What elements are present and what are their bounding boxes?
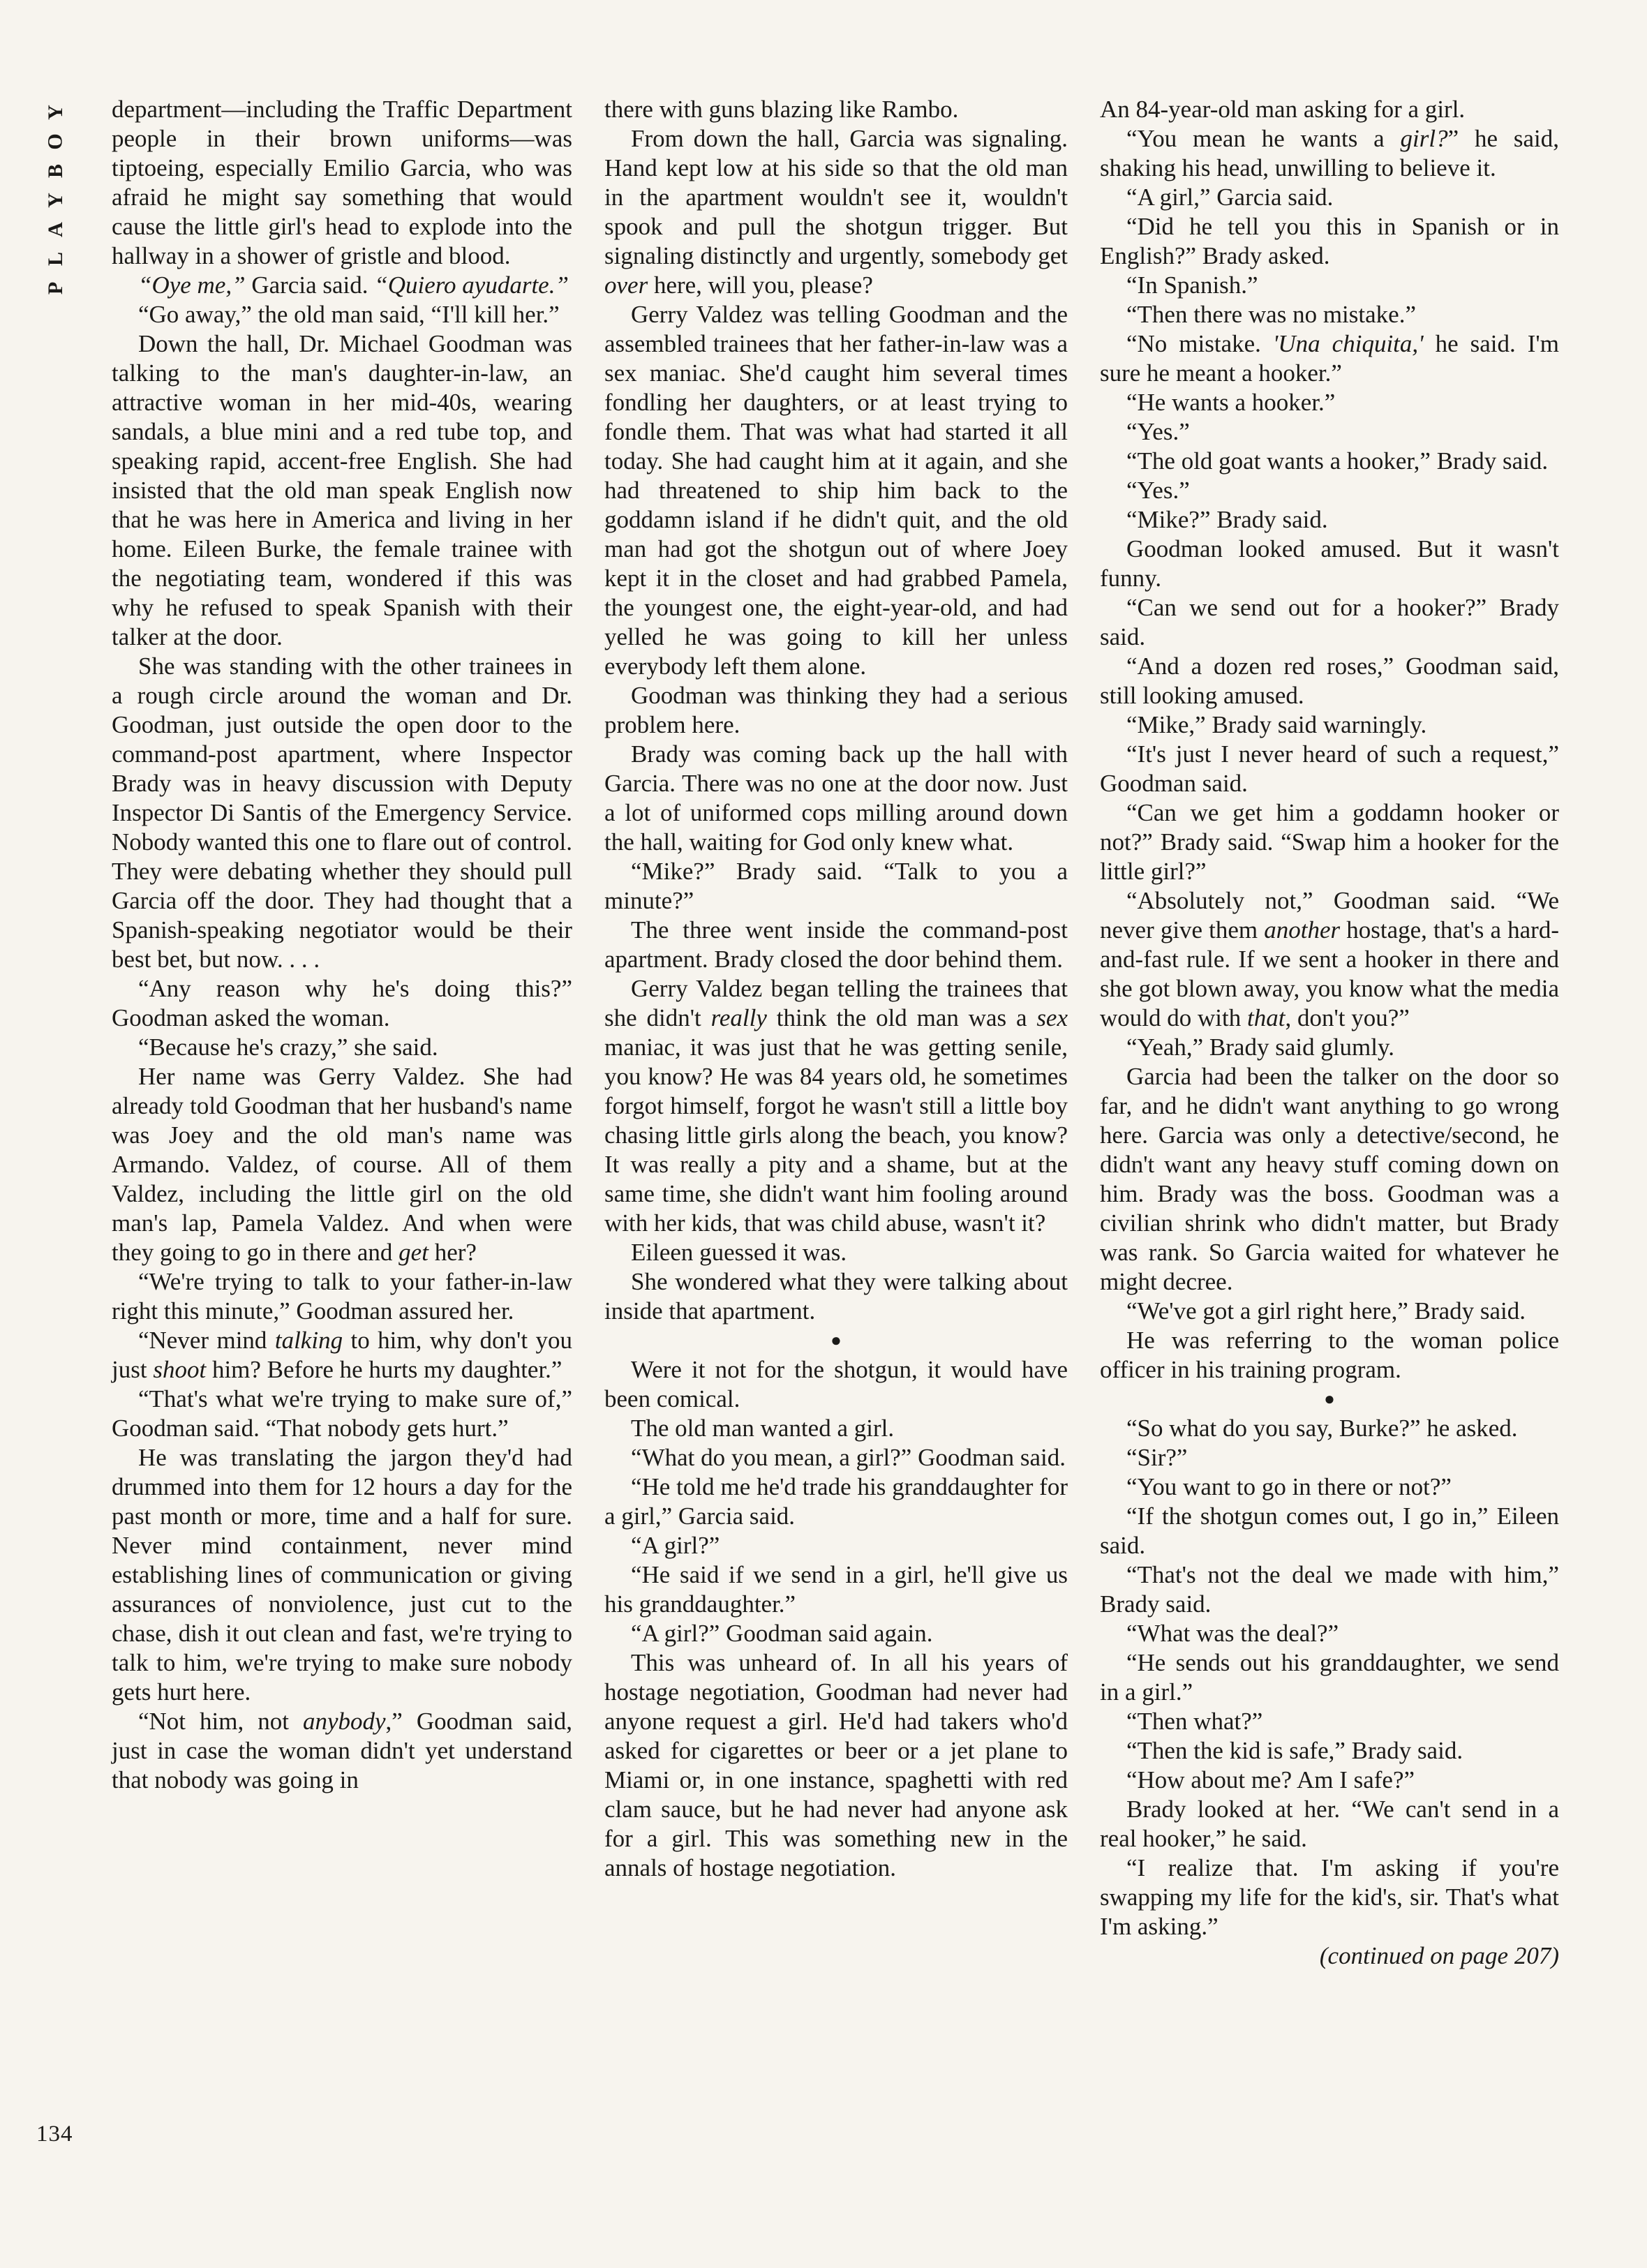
column-3-part-b: [1100, 1414, 1559, 1941]
column-2-part-b: [604, 1355, 1068, 1883]
paragraph: “Because he's crazy,” she said.: [138, 1034, 438, 1061]
paragraph: The old man wanted a girl.: [631, 1415, 895, 1442]
paragraph: “So what do you say, Burke?” he asked.: [1126, 1415, 1518, 1442]
paragraph: “Yeah,” Brady said glumly.: [1126, 1034, 1394, 1061]
paragraph: Were it not for the shotgun, it would have been comical.: [604, 1356, 1068, 1412]
paragraph: “How about me? Am I safe?”: [1126, 1766, 1415, 1793]
paragraph: “Yes.”: [1126, 418, 1190, 445]
paragraph: The three went inside the command-post apartment. Brady closed the door behind them.: [604, 916, 1068, 973]
paragraph: “The old goat wants a hooker,” Brady said.: [1126, 447, 1549, 475]
column-1: [112, 95, 572, 1795]
paragraph: Gerry Valdez was telling Goodman and the assembled trainees that her father-in-law was a sex maniac. She'd caught him several times fondling her daughters, or at least trying to fondle them. That was what had started it all today. She had caught him at it again, and she had threatened to ship him back to the goddamn island if he didn't quit, and the old man had got the shotgun out of where Joey kept it in the closet and had grabbed Pamela, the youngest one, the eight-year-old, and had yelled he was going to kill her unless everybody left them alone.: [604, 301, 1068, 680]
paragraph: there with guns blazing like Rambo.: [604, 96, 959, 123]
paragraph: “Mike?” Brady said. “Talk to you a minute?”: [604, 858, 1068, 914]
paragraph: She wondered what they were talking about inside that apartment.: [604, 1268, 1068, 1325]
paragraph: “It's just I never heard of such a request,” Goodman said.: [1100, 740, 1559, 797]
paragraph: “He wants a hooker.”: [1126, 389, 1336, 416]
paragraph: “Oye me,” Garcia said. “Quiero ayudarte.”: [138, 271, 569, 299]
section-break-bullet: ●: [830, 1330, 842, 1350]
paragraph: “And a dozen red roses,” Goodman said, still looking amused.: [1100, 652, 1559, 709]
paragraph: “Mike?” Brady said.: [1126, 506, 1328, 533]
logo-letter: Y: [43, 105, 67, 120]
paragraph: “If the shotgun comes out, I go in,” Eileen said.: [1100, 1502, 1559, 1559]
paragraph: He was referring to the woman police officer in his training program.: [1100, 1327, 1559, 1383]
paragraph: Her name was Gerry Valdez. She had already told Goodman that her husband's name was Joey and the old man's name was Armando. Valdez, of course. All of them Valdez, including the little girl on the old man's lap, Pamela Valdez. And when were they going to go in there and get her?: [112, 1063, 572, 1266]
paragraph: This was unheard of. In all his years of hostage negotiation, Goodman had never had anyone request a girl. He'd had takers who'd asked for cigarettes or beer or a jet plane to Miami or, in one instance, spaghetti with red clam sauce, but he had never had anyone ask for a girl. This was something new in the annals of hostage negotiation.: [604, 1649, 1068, 1881]
paragraph: “In Spanish.”: [1126, 271, 1258, 299]
paragraph: He was translating the jargon they'd had drummed into them for 12 hours a day for the past month or more, time and a half for sure. Never mind containment, never mind establishing lines of communication or giving assurances of nonviolence, just cut to the chase, dish it out clean and fast, we're trying to talk to him, we're trying to make sure nobody gets hurt here.: [112, 1444, 572, 1706]
section-break-bullet: ●: [1324, 1389, 1335, 1409]
paragraph: “He told me he'd trade his granddaughter for a girl,” Garcia said.: [604, 1473, 1068, 1530]
paragraph: “Can we get him a goddamn hooker or not?” Brady said. “Swap him a hooker for the little girl?”: [1100, 799, 1559, 885]
paragraph: “You want to go in there or not?”: [1126, 1473, 1452, 1500]
paragraph: She was standing with the other trainees in a rough circle around the woman and Dr. Goodman, just outside the open door to the command-post apartment, where Inspector Brady was in heavy discussion with Deputy Inspector Di Santis of the Emergency Service. Nobody wanted this one to flare out of control. They were debating whether they should pull Garcia off the door. They had thought that a Spanish-speaking negotiator would be their best bet, but now. . . .: [112, 652, 572, 973]
magazine-name-vertical: [42, 98, 70, 303]
column-2-part-a: [604, 95, 1068, 1326]
paragraph: “Can we send out for a hooker?” Brady said.: [1100, 594, 1559, 650]
paragraph: “A girl?”: [631, 1532, 720, 1559]
paragraph: “Then what?”: [1126, 1708, 1263, 1735]
paragraph: “We've got a girl right here,” Brady said.: [1126, 1297, 1526, 1325]
logo-letter: Y: [43, 193, 67, 208]
paragraph: “Did he tell you this in Spanish or in English?” Brady asked.: [1100, 213, 1559, 269]
column-3-part-a: [1100, 95, 1559, 1385]
paragraph: “Any reason why he's doing this?” Goodman asked the woman.: [112, 975, 572, 1031]
paragraph: Garcia had been the talker on the door so far, and he didn't want anything to go wrong here. Garcia was only a detective/second, he didn't want any heavy stuff coming down on him. Brady was the boss. Goodman was a civilian shrink who didn't matter, but Brady was rank. So Garcia waited for whatever he might decree.: [1100, 1063, 1559, 1295]
paragraph: Down the hall, Dr. Michael Goodman was talking to the man's daughter-in-law, an attractive woman in her mid-40s, wearing sandals, a blue mini and a red tube top, and speaking rapid, accent-free English. She had insisted that the old man speak English now that he was here in America and living in her home. Eileen Burke, the female trainee with the negotiating team, wondered if this was why he refused to speak Spanish with their talker at the door.: [112, 330, 572, 650]
paragraph: “Yes.”: [1126, 477, 1190, 504]
paragraph: “That's what we're trying to make sure of,” Goodman said. “That nobody gets hurt.”: [112, 1385, 572, 1442]
paragraph: “Not him, not anybody,” Goodman said, just in case the woman didn't yet understand that nobody was going in: [112, 1708, 572, 1793]
paragraph: Gerry Valdez began telling the trainees that she didn't really think the old man was a sex maniac, it was just that he was getting senile, you know? He was 84 years old, he sometimes forgot himself, forgot he wasn't still a little boy chasing little girls along the beach, you know? It was really a pity and a shame, but at the same time, she didn't want him fooling around with her kids, that was child abuse, wasn't it?: [604, 975, 1068, 1237]
logo-letter: A: [43, 222, 67, 237]
page-number: 134: [36, 2121, 73, 2147]
column-3: [1100, 95, 1559, 1971]
paragraph: “Go away,” the old man said, “I'll kill her.”: [138, 301, 560, 328]
paragraph: “That's not the deal we made with him,” Brady said.: [1100, 1561, 1559, 1618]
column-2: [604, 95, 1068, 1883]
paragraph: “No mistake. 'Una chiquita,' he said. I'm sure he meant a hooker.”: [1100, 330, 1559, 387]
paragraph: “Mike,” Brady said warningly.: [1126, 711, 1427, 738]
paragraph: Eileen guessed it was.: [631, 1239, 847, 1266]
paragraph: “We're trying to talk to your father-in-law right this minute,” Goodman assured her.: [112, 1268, 572, 1325]
logo-letter: L: [43, 251, 67, 267]
logo-letter: O: [44, 133, 67, 150]
paragraph: department—including the Traffic Department people in their brown uniforms—was tiptoeing, especially Emilio Garcia, who was afraid he might say something that would cause the little girl's head to explode into the hallway in a shower of gristle and blood.: [112, 96, 572, 269]
paragraph: An 84-year-old man asking for a girl.: [1100, 96, 1466, 123]
paragraph: “You mean he wants a girl?” he said, shaking his head, unwilling to believe it.: [1100, 125, 1560, 181]
paragraph: “Absolutely not,” Goodman said. “We never give them another hostage, that's a hard-and-fast rule. If we sent a hooker in there and she got blown away, you know what the media would do with that, don't you?”: [1100, 887, 1559, 1031]
paragraph: Goodman was thinking they had a serious problem here.: [604, 682, 1068, 738]
paragraph: Brady looked at her. “We can't send in a real hooker,” he said.: [1100, 1796, 1559, 1852]
paragraph: “He sends out his granddaughter, we send in a girl.”: [1100, 1649, 1559, 1706]
paragraph: From down the hall, Garcia was signaling. Hand kept low at his side so that the old man in the apartment wouldn't see it, wouldn't spook and pull the shotgun trigger. But signaling distinctly and urgently, somebody get over here, will you, please?: [604, 125, 1068, 299]
paragraph: “He said if we send in a girl, he'll give us his granddaughter.”: [604, 1561, 1068, 1618]
paragraph: “A girl?” Goodman said again.: [631, 1620, 933, 1647]
logo-letter: B: [43, 163, 67, 179]
paragraph: Goodman looked amused. But it wasn't funny.: [1100, 535, 1559, 592]
paragraph: “Never mind talking to him, why don't you just shoot him? Before he hurts my daughter.”: [112, 1327, 572, 1383]
paragraph: “Then the kid is safe,” Brady said.: [1126, 1737, 1463, 1764]
paragraph: “A girl,” Garcia said.: [1126, 184, 1334, 211]
paragraph: “Sir?”: [1126, 1444, 1188, 1471]
paragraph: “What do you mean, a girl?” Goodman said.: [631, 1444, 1066, 1471]
paragraph: “What was the deal?”: [1126, 1620, 1339, 1647]
paragraph: “Then there was no mistake.”: [1126, 301, 1416, 328]
paragraph: “I realize that. I'm asking if you're swapping my life for the kid's, sir. That's what I'm asking.”: [1100, 1854, 1559, 1940]
paragraph: Brady was coming back up the hall with Garcia. There was no one at the door now. Just a lot of uniformed cops milling around down the hall, waiting for God only knew what.: [604, 740, 1068, 856]
continued-note: (continued on page 207): [1319, 1942, 1559, 1969]
logo-letter: P: [43, 281, 67, 295]
